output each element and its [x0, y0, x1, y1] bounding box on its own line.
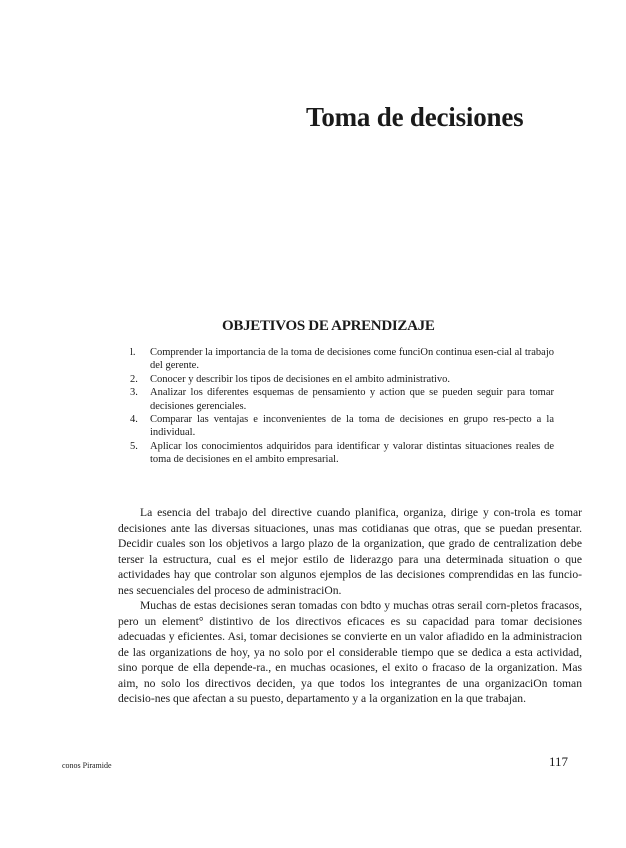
objective-text: Aplicar los conocimientos adquiridos para identificar y valorar distintas situaciones reales de toma de decisiones en el ambito empresarial. — [150, 440, 554, 466]
objective-text: Comparar las ventajas e inconvenientes de la toma de decisiones en grupo res-pecto a la individual. — [150, 414, 554, 439]
objective-text: Analizar los diferentes esquemas de pensamiento y action que se pueden seguir para tomar decisiones gerenciales. — [150, 387, 554, 412]
objectives-heading: OBJETIVOS DE APRENDIZAJE — [222, 318, 435, 334]
objective-number: 3. — [130, 387, 138, 399]
chapter-title: Toma de decisiones — [306, 102, 524, 132]
objectives-list — [126, 346, 554, 467]
objective-number: l. — [130, 347, 136, 358]
objective-item — [126, 440, 554, 467]
objective-item — [126, 386, 554, 413]
objective-text: Comprender la importancia de la toma de decisiones come funciOn continua esen-cial al trabajo del gerente. — [150, 347, 554, 372]
body-text — [118, 505, 582, 707]
page-number: 117 — [549, 754, 569, 769]
body-paragraph: Muchas de estas decisiones seran tomadas con bdto y muchas otras serail corn-pletos fracasos, pero un element° distintivo de los directivos eficaces es su capacidad para tomar decisiones adecuadas y eficientes. Asi, tomar decisiones se convierte en un valor afiadido en la administracion de las organizations de hoy, ya no solo por el considerable tiempo que se dedica a esta actividad, sino porque de ella depende-ra., en muchas ocasiones, el exito o fracaso de la organization. Mas aim, no solo los directivos deciden, ya que todos los integrantes de una organizaciOn toman decisio-nes que afectan a su puesto, departamento y a la organization en la que trabajan. — [118, 599, 582, 705]
footer-publisher: conos Piramide — [62, 761, 112, 770]
objective-item — [126, 373, 554, 386]
objective-item — [126, 413, 554, 440]
objective-number: 5. — [130, 440, 138, 452]
objective-item — [126, 346, 554, 373]
objective-number: 2. — [130, 373, 138, 385]
objective-number: 4. — [130, 414, 138, 426]
body-paragraph: La esencia del trabajo del directive cuando planifica, organiza, dirige y con-trola es tomar decisiones ante las diversas situaciones, unas mas cotidianas que otras, que se puedan presentar. Decidir cuales son los objetivos a largo plazo de la organization, que grado de centralization debe terser la estructura, cual es el mejor estilo de liderazgo para una determinada situation o que actividades hay que controlar son algunos ejemplos de las decisiones comprendidas en las funcio-nes secuenciales del proceso de administraciOn. — [118, 506, 582, 597]
objective-text: Conocer y describir los tipos de decisiones en el ambito administrativo. — [150, 373, 451, 385]
